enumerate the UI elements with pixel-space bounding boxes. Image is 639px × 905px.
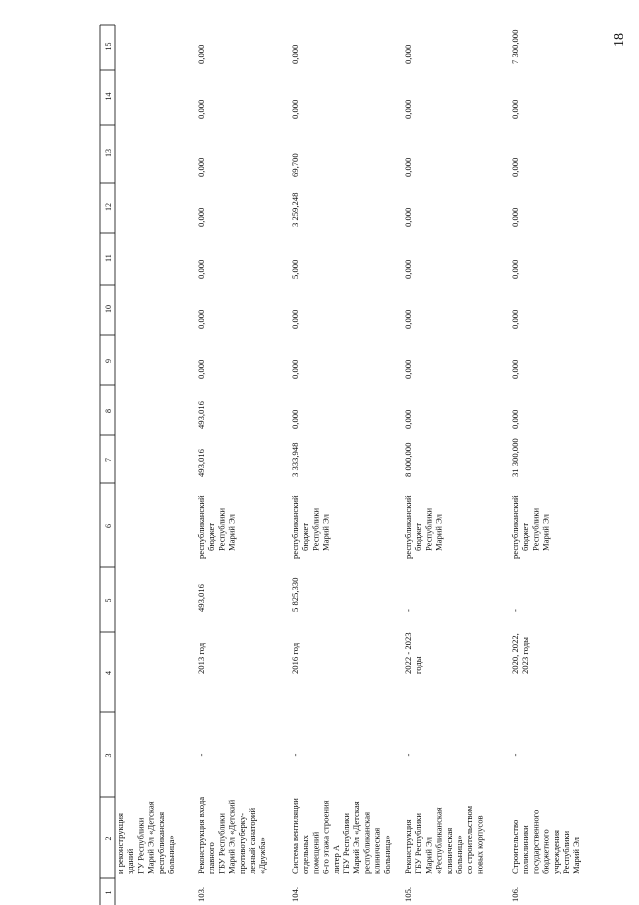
row-amount-value: 0,000 [403, 207, 413, 227]
row-amount-value: 69,700 [290, 153, 300, 177]
row-amount-value: 0,000 [403, 309, 413, 329]
column-header: 3 [104, 753, 113, 758]
row-source-line: Марий Эл [320, 514, 331, 551]
row-name-line: ГБУ Республики [413, 813, 424, 874]
row-amount-value: 0,000 [196, 259, 206, 279]
column-header: 6 [104, 524, 113, 528]
row-col5-value: 493,016 [196, 584, 206, 612]
row-amount-value: 0,000 [510, 309, 520, 329]
row-period: 2013 год [196, 642, 206, 674]
row-name-line: поликлиники [520, 825, 531, 874]
column-header: 4 [104, 671, 113, 675]
column-header: 2 [104, 836, 113, 841]
row-amount-value: 0,000 [196, 44, 206, 64]
column-header: 8 [104, 409, 113, 413]
column-header: 1 [104, 890, 113, 895]
row-name-line: Республики [561, 830, 571, 874]
row-name-line: лезный санаторий [247, 807, 257, 874]
row-source-line: республиканский [290, 495, 300, 559]
row-amount-value: 7 300,000 [510, 29, 520, 64]
row-col5-value: - [510, 609, 520, 612]
row-source-line: республиканский [196, 495, 206, 559]
row-col3-value: - [510, 753, 520, 757]
row-source-line: бюджет [520, 522, 531, 551]
row-amount-value: 0,000 [510, 409, 520, 429]
row-amount-value: 0,000 [403, 359, 413, 379]
row-name-line: противотуберку- [236, 812, 247, 874]
row-number: 105. [403, 886, 413, 902]
row-period: 2022 - 2023 [403, 632, 413, 674]
row-amount-value: 0,000 [196, 207, 206, 227]
row-name-line: больница» [381, 835, 392, 874]
row-name-line: «Республиканская [433, 807, 444, 874]
row-name-line: республиканская [155, 811, 166, 874]
column-header: 5 [104, 598, 113, 603]
row-name-line: «Дружба» [257, 837, 268, 874]
row-name-line: и реконструкция [115, 813, 125, 874]
row-source-line: Марий Эл [226, 514, 237, 551]
row-name-line: клиническая [371, 827, 382, 874]
row-source-line: Республики [216, 507, 227, 551]
row-name-line: литер А [330, 844, 341, 874]
row-col3-value: - [196, 753, 206, 757]
row-source-line: Марий Эл [540, 514, 551, 551]
row-name-line: Марий Эл «Детская [351, 801, 362, 874]
row-name-line: клиническая [443, 827, 454, 874]
row-amount-value: 0,000 [196, 99, 206, 119]
row-amount-value: 3 259,248 [290, 192, 300, 227]
row-number: 104. [290, 886, 300, 902]
row-source-line: Республики [423, 507, 434, 551]
row-amount-value: 0,000 [403, 99, 413, 119]
column-header: 10 [104, 305, 113, 313]
row-amount-value: 0,000 [510, 157, 520, 177]
row-amount-value: 0,000 [196, 157, 206, 177]
row-name-line: учреждения [550, 829, 561, 874]
row-name-line: Строительство [510, 819, 520, 874]
row-name-line: Марий Эл [423, 837, 434, 874]
row-amount-value: 493,016 [196, 449, 206, 477]
row-source-line: бюджет [413, 522, 424, 551]
row-name-line: бюджетного [540, 829, 551, 874]
row-source-line: Марий Эл [433, 514, 444, 551]
row-name-line: Марий Эл [571, 837, 582, 874]
row-col5-value: - [403, 609, 413, 612]
row-name-line: Система вентиляции [290, 798, 300, 874]
row-name-line: больница» [166, 835, 176, 874]
row-amount-value: 493,016 [196, 401, 206, 429]
row-name-line: больница» [454, 835, 464, 874]
row-name-line: зданий [125, 848, 136, 874]
row-number: 103. [196, 886, 206, 902]
column-header: 14 [104, 92, 113, 101]
row-source-line: бюджет [206, 522, 217, 551]
row-col5-value: 5 825,330 [290, 577, 300, 612]
row-amount-value: 0,000 [196, 359, 206, 379]
row-col3-value: - [290, 753, 300, 757]
row-amount-value: 8 000,000 [403, 442, 413, 477]
row-source-line: республиканский [403, 495, 413, 559]
row-amount-value: 0,000 [510, 99, 520, 119]
row-name-line: отдельных [300, 835, 311, 874]
row-col3-value: - [403, 753, 413, 757]
row-period: 2016 год [290, 642, 300, 674]
row-period: годы [413, 656, 424, 674]
row-amount-value: 0,000 [403, 409, 413, 429]
row-name-line: ГБУ Республики [216, 813, 227, 874]
row-name-line: республиканская [361, 811, 372, 874]
column-header: 13 [104, 149, 113, 157]
page-number: 18 [612, 33, 627, 47]
row-source-line: Республики [530, 507, 541, 551]
row-amount-value: 0,000 [290, 309, 300, 329]
row-name-line: со строительством [464, 805, 475, 874]
row-amount-value: 0,000 [403, 44, 413, 64]
row-amount-value: 31 300,000 [510, 438, 520, 477]
row-amount-value: 3 333,948 [290, 442, 300, 477]
row-amount-value: 5,000 [290, 259, 300, 279]
column-header: 15 [104, 42, 113, 51]
row-source-line: бюджет [300, 522, 311, 551]
column-header: 12 [104, 203, 113, 211]
row-name-line: новых корпусов [474, 815, 485, 874]
row-name-line: 6-го этажа строения [320, 800, 331, 874]
row-name-line: ГУ Республики [135, 817, 146, 874]
row-name-line: помещений [310, 831, 321, 874]
row-amount-value: 0,000 [290, 359, 300, 379]
column-header: 11 [104, 254, 113, 262]
row-amount-value: 0,000 [290, 44, 300, 64]
row-name-line: Реконструкция входа [196, 796, 206, 874]
row-name-line: Реконструкция [403, 819, 413, 874]
column-header: 9 [104, 359, 113, 363]
row-amount-value: 0,000 [403, 157, 413, 177]
row-source-line: Республики [310, 507, 321, 551]
row-name-line: Марий Эл «Детский [226, 799, 237, 874]
row-amount-value: 0,000 [196, 309, 206, 329]
row-amount-value: 0,000 [510, 259, 520, 279]
row-period: 2020, 2022, [510, 633, 520, 674]
row-amount-value: 0,000 [510, 207, 520, 227]
row-name-line: Марий Эл «Детская [145, 801, 156, 874]
row-amount-value: 0,000 [403, 259, 413, 279]
row-amount-value: 0,000 [290, 409, 300, 429]
row-amount-value: 0,000 [290, 99, 300, 119]
row-amount-value: 0,000 [510, 359, 520, 379]
row-name-line: ГБУ Республики [341, 813, 351, 874]
row-period: 2023 годы [520, 637, 531, 674]
row-name-line: государственного [530, 809, 541, 874]
column-header: 7 [104, 458, 113, 462]
row-name-line: главного [206, 842, 217, 874]
row-number: 106. [510, 886, 520, 902]
row-source-line: республиканский [510, 495, 520, 559]
